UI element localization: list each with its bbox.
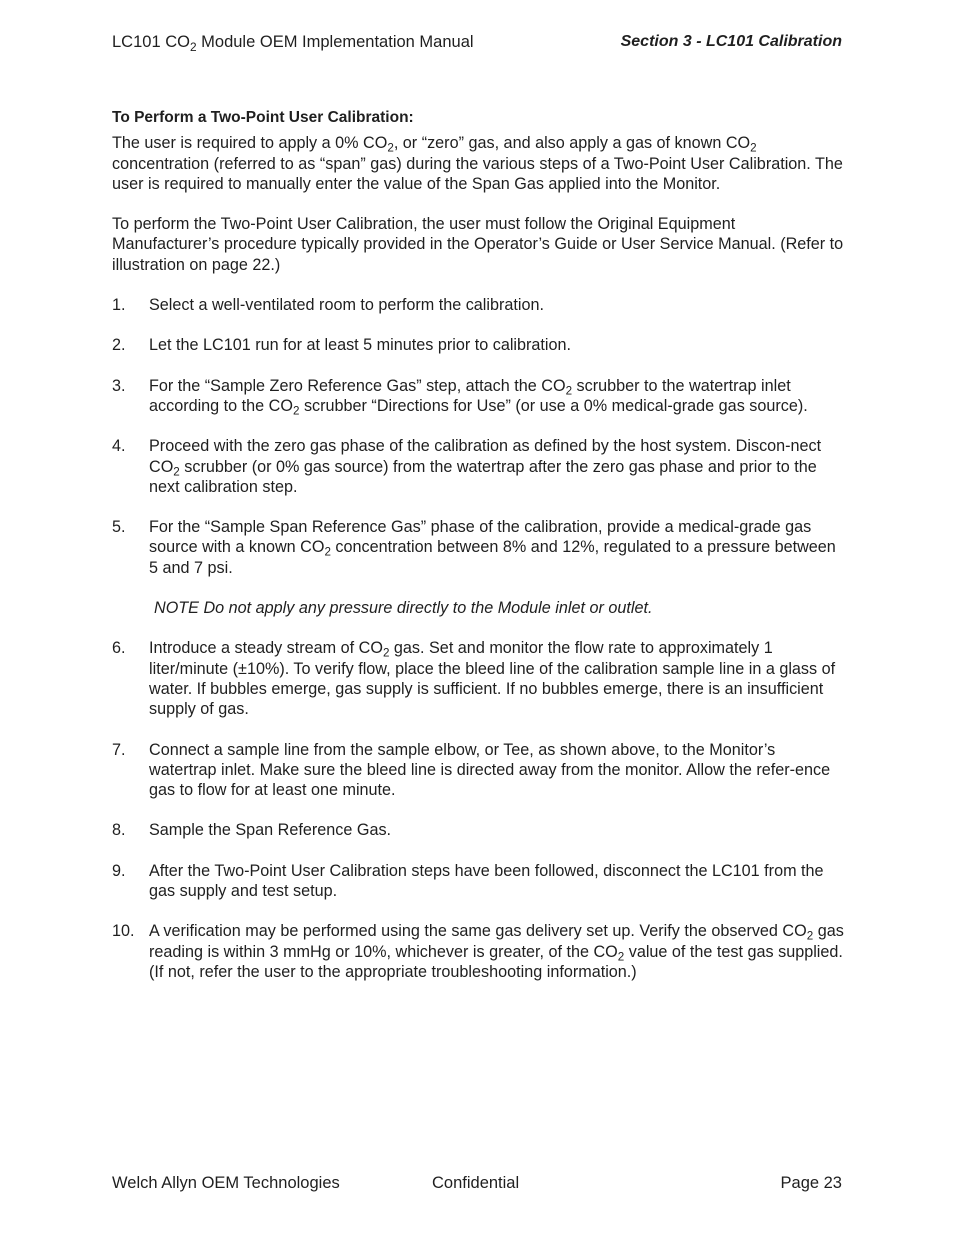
header-title-text: Module OEM Implementation Manual <box>196 33 474 51</box>
step-9 <box>112 861 847 902</box>
step-8 <box>112 820 847 840</box>
calibration-steps-list-continued <box>112 638 847 982</box>
step-number: 4. <box>112 437 126 456</box>
step-3 <box>112 376 847 417</box>
step-number: 3. <box>112 376 126 395</box>
subscript: 2 <box>173 465 180 479</box>
footer-page-number: Page 23 <box>780 1174 842 1192</box>
step-5 <box>112 517 847 578</box>
step-text: Let the LC101 run for at least 5 minutes prior to calibration. <box>149 336 572 355</box>
step-text: gas reading is within 3 mmHg or 10%, whichever is greater, of the CO <box>149 922 844 961</box>
step-10 <box>112 921 847 982</box>
pressure-note: NOTE Do not apply any pressure directly to the Module inlet or outlet. <box>154 599 653 618</box>
subscript: 2 <box>382 647 390 661</box>
header-title-text: LC101 CO <box>112 33 190 51</box>
step-text: Connect a sample line from the sample elbow, or Tee, as shown above, to the Monitor’s watertrap inlet. Make sure the bleed line is directed away from the monitor. Allow the refer-ence gas to flow for at least one minute. <box>149 740 831 800</box>
step-text: After the Two-Point User Calibration steps have been followed, disconnect the LC101 from the gas supply and test setup. <box>149 861 824 901</box>
step-number: 9. <box>112 861 126 880</box>
footer-confidential: Confidential <box>432 1174 520 1192</box>
step-text: scrubber (or 0% gas source) from the watertrap after the zero gas phase and prior to the next calibration step. <box>149 457 817 496</box>
step-text: A verification may be performed using the same gas delivery set up. Verify the observed CO <box>149 922 807 941</box>
text: concentration (referred to as “span” gas) during the various steps of a Two-Point User Calibration. The user is required to manually enter the value of the Span Gas applied into the Monitor. <box>112 154 843 193</box>
step-number: 1. <box>112 296 126 315</box>
step-text: Sample the Span Reference Gas. <box>149 821 392 840</box>
step-text: Select a well-ventilated room to perform the calibration. <box>149 296 544 315</box>
step-text: Introduce a steady stream of CO <box>149 639 383 658</box>
text: , or “zero” gas, and also apply a gas of known CO <box>393 134 751 153</box>
step-text: For the “Sample Zero Reference Gas” step, attach the CO <box>149 376 566 395</box>
step-number: 8. <box>112 821 126 840</box>
subscript: 2 <box>324 546 331 560</box>
step-text: scrubber “Directions for Use” (or use a 0% medical-grade gas source). <box>299 396 808 415</box>
step-text: concentration between 8% and 12%, regulated to a pressure between 5 and 7 psi. <box>149 538 836 577</box>
intro-paragraph-2: To perform the Two-Point User Calibration, the user must follow the Original Equipment Manufacturer’s procedure typically provided in the Operator’s Guide or User Service Manual. (Refer to illustration on page 22.) <box>112 215 844 274</box>
header-section-title: Section 3 - LC101 Calibration <box>620 33 842 50</box>
section-heading: To Perform a Two-Point User Calibration: <box>112 109 414 126</box>
step-6 <box>112 638 847 719</box>
subscript: 2 <box>750 142 757 156</box>
subscript: 2 <box>617 950 625 964</box>
subscript: 2 <box>292 404 300 418</box>
step-number: 5. <box>112 518 126 537</box>
intro-paragraph-1 <box>112 133 847 194</box>
step-7 <box>112 740 847 801</box>
step-text: Proceed with the zero gas phase of the calibration as defined by the host system. Discon-nect CO <box>149 437 822 476</box>
subscript: 2 <box>806 930 814 944</box>
footer-company: Welch Allyn OEM Technologies <box>112 1174 340 1192</box>
step-number: 10. <box>112 922 135 941</box>
calibration-steps-list <box>112 295 847 578</box>
page-content <box>112 108 847 1002</box>
step-number: 2. <box>112 336 126 355</box>
step-text: scrubber to the watertrap inlet according to the CO <box>149 376 791 415</box>
text: The user is required to apply a 0% CO <box>112 134 388 153</box>
subscript: 2 <box>565 384 573 398</box>
step-text: gas. Set and monitor the flow rate to approximately 1 liter/minute (±10%). To verify flow, place the bleed line of the calibration sample line in a glass of water. If bubbles emerge, gas supply is sufficient. If no bubbles emerge, there is an insufficient supply of gas. <box>149 639 836 719</box>
step-1 <box>112 295 847 315</box>
header-manual-title <box>112 33 474 52</box>
step-2 <box>112 335 847 355</box>
step-4 <box>112 436 847 497</box>
subscript: 2 <box>387 142 394 156</box>
step-number: 7. <box>112 740 126 759</box>
step-text: value of the test gas supplied. (If not, refer the user to the appropriate troubleshooting information.) <box>149 942 843 981</box>
step-text: For the “Sample Span Reference Gas” phase of the calibration, provide a medical-grade gas source with a known CO <box>149 518 812 557</box>
subscript: 2 <box>189 39 197 54</box>
step-number: 6. <box>112 639 126 658</box>
